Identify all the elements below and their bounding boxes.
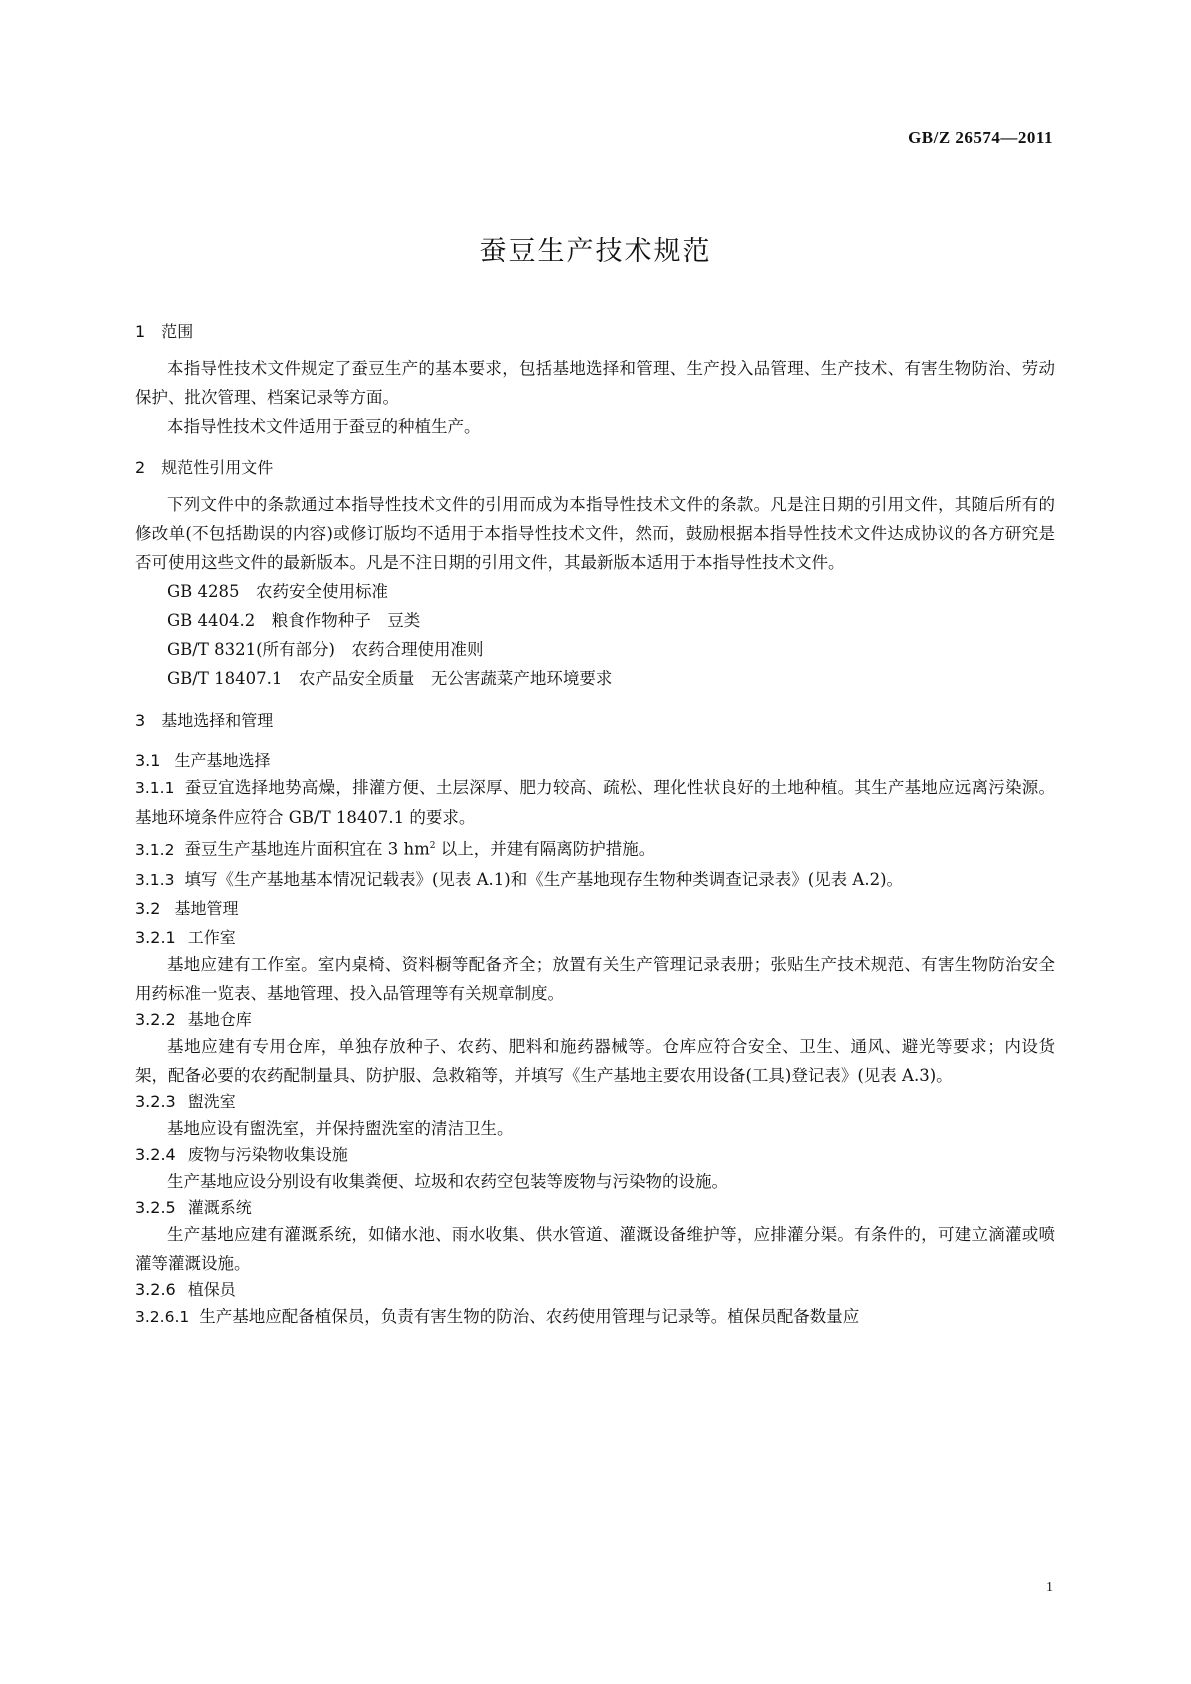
subsection-3-2-5-heading: 3.2.5 灌溉系统	[135, 1197, 252, 1217]
normative-reference: GB/T 8321(所有部分) 农药合理使用准则	[167, 640, 484, 659]
section-2-heading: 2 规范性引用文件	[135, 458, 274, 477]
clause-3-1-1: 3.1.1 蚕豆宜选择地势高燥，排灌方便、土层深厚、肥力较高、疏松、理化性状良好的土地种植。其生产基地应远离污染源。基地环境条件应符合 GB/T 18407.1 的要求。	[135, 778, 1055, 827]
section-1-paragraph: 本指导性技术文件规定了蚕豆生产的基本要求，包括基地选择和管理、生产投入品管理、生产技术、有害生物防治、劳动保护、批次管理、档案记录等方面。	[135, 359, 1055, 407]
subsection-3-2-2-paragraph: 基地应建有专用仓库，单独存放种子、农药、肥料和施药器械等。仓库应符合安全、卫生、通风、避光等要求；内设货架，配备必要的农药配制量具、防护服、急救箱等，并填写《生产基地主要农用设备(工具)登记表》(见表 A.3)。	[135, 1036, 1055, 1085]
section-1-paragraph: 本指导性技术文件适用于蚕豆的种植生产。	[167, 417, 481, 436]
normative-reference: GB 4404.2 粮食作物种子 豆类	[167, 611, 421, 630]
subsection-3-2-2-heading: 3.2.2 基地仓库	[135, 1009, 252, 1029]
section-1-heading: 1 范围	[135, 322, 194, 341]
section-2-paragraph: 下列文件中的条款通过本指导性技术文件的引用而成为本指导性技术文件的条款。凡是注日期的引用文件，其随后所有的修改单(不包括勘误的内容)或修订版均不适用于本指导性技术文件，然而，鼓励根据本指导性技术文件达成协议的各方研究是否可使用这些文件的最新版本。凡是不注日期的引用文件，其最新版本适用于本指导性技术文件。	[135, 495, 1055, 572]
clause-3-1-3: 3.1.3 填写《生产基地基本情况记载表》(见表 A.1)和《生产基地现存生物种类调查记录表》(见表 A.2)。	[135, 869, 904, 889]
page-number: 1	[1046, 1580, 1053, 1595]
clause-3-1-2: 3.1.2 蚕豆生产基地连片面积宜在 3 $hm^2$ 以上，并建有隔离防护措施。	[135, 839, 656, 859]
subsection-3-2-4-heading: 3.2.4 废物与污染物收集设施	[135, 1144, 348, 1164]
subsection-3-2-3-paragraph: 基地应设有盥洗室，并保持盥洗室的清洁卫生。	[167, 1118, 514, 1138]
subsection-3-2-1-heading: 3.2.1 工作室	[135, 927, 236, 947]
subsection-3-2-3-heading: 3.2.3 盥洗室	[135, 1091, 236, 1111]
document-body	[135, 322, 1055, 1332]
section-3-heading: 3 基地选择和管理	[135, 711, 274, 730]
clause-3-2-6-1: 3.2.6.1 生产基地应配备植保员，负责有害生物的防治、农药使用管理与记录等。植保员配备数量应	[135, 1306, 860, 1326]
subsection-3-2-5-paragraph: 生产基地应建有灌溉系统，如储水池、雨水收集、供水管道、灌溉设备维护等，应排灌分渠。有条件的，可建立滴灌或喷灌等灌溉设施。	[135, 1224, 1055, 1273]
document-title: 蚕豆生产技术规范	[479, 236, 712, 267]
subsection-3-2-1-paragraph: 基地应建有工作室。室内桌椅、资料橱等配备齐全；放置有关生产管理记录表册；张贴生产技术规范、有害生物防治安全用药标准一览表、基地管理、投入品管理等有关规章制度。	[135, 954, 1055, 1003]
subsection-3-2-4-paragraph: 生产基地应设分别设有收集粪便、垃圾和农药空包装等废物与污染物的设施。	[167, 1171, 728, 1191]
subsection-3-1-heading: 3.1 生产基地选择	[135, 751, 271, 770]
subsection-3-2-6-heading: 3.2.6 植保员	[135, 1279, 236, 1299]
normative-reference: GB/T 18407.1 农产品安全质量 无公害蔬菜产地环境要求	[167, 669, 613, 688]
standard-number: GB/Z 26574—2011	[908, 128, 1053, 147]
normative-reference: GB 4285 农药安全使用标准	[167, 582, 389, 601]
subsection-3-2-heading: 3.2 基地管理	[135, 898, 239, 918]
